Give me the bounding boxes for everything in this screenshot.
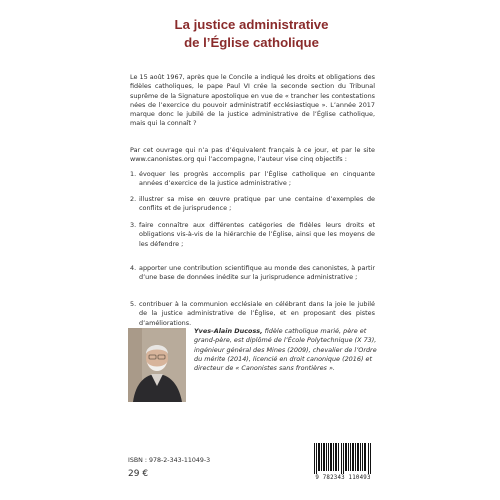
objectives-intro: Par cet ouvrage qui n’a pas d’équivalent français à ce jour, et par le site www.canonistes.org qui l’accompagne, l’auteur vise cinq objectifs :: [130, 146, 375, 164]
objective-number: 3.: [130, 221, 137, 229]
barcode-bars: [313, 443, 373, 474]
book-title-line-2: de l’Église catholique: [184, 35, 319, 50]
objective-item: [130, 300, 375, 328]
objective-item: [130, 195, 375, 214]
book-back-cover: [114, 0, 389, 500]
author-name: Yves-Alain Ducoss,: [194, 327, 263, 335]
author-bio-text: fidèle catholique marié, père et grand-père, est diplômé de l’École Polytechnique (X 73), ingénieur général des Mines (2009), chevalier de l’Ordre du mérite (2014), licencié en droit canonique (2016) et directeur de « Canonistes sans frontières ».: [194, 327, 377, 373]
objective-item: [130, 221, 375, 249]
objective-item: [130, 264, 375, 283]
objective-number: 5.: [130, 300, 137, 308]
objective-text: faire connaître aux différentes catégories de fidèles leurs droits et obligations vis-à-vis de la hiérarchie de l’Église, ainsi que les moyens de les défendre ;: [139, 221, 375, 248]
objective-number: 4.: [130, 264, 137, 272]
objective-text: évoquer les progrès accomplis par l’Église catholique en cinquante années d’exercice de la justice administrative ;: [139, 170, 375, 188]
objective-item: [130, 170, 375, 189]
objective-number: 2.: [130, 195, 137, 203]
objective-text: illustrer sa mise en œuvre pratique par une centaine d’exemples de conflits et de jurisprudence ;: [139, 195, 375, 213]
objective-number: 1.: [130, 170, 137, 178]
intro-paragraph: Le 15 août 1967, après que le Concile a indiqué les droits et obligations des fidèles catholiques, le pape Paul VI crée la seconde section du Tribunal suprême de la Signature apostolique en vue de « trancher les contestations nées de l’exercice du pouvoir administratif ecclésiastique ». L’année 2017 marque donc le jubilé de la justice administrative de l’Église catholique, mais qui la connaît ?: [130, 73, 376, 128]
barcode: [307, 441, 379, 483]
author-bio: [194, 327, 377, 373]
price: 29 €: [128, 469, 149, 479]
author-portrait-drawing: [128, 328, 186, 402]
objective-text: apporter une contribution scientifique au monde des canonistes, à partir d’une base de données inédite sur la jurisprudence administrative ;: [139, 264, 375, 282]
isbn: ISBN : 978-2-343-11049-3: [128, 457, 211, 464]
objective-text: contribuer à la communion ecclésiale en célébrant dans la joie le jubilé de la justice administrative de l’Église, et en proposant des pistes d’améliorations.: [139, 300, 375, 327]
barcode-number: 9 782343 110493: [315, 475, 371, 481]
book-title-line-1: La justice administrative: [174, 17, 329, 32]
author-portrait: [128, 328, 186, 402]
